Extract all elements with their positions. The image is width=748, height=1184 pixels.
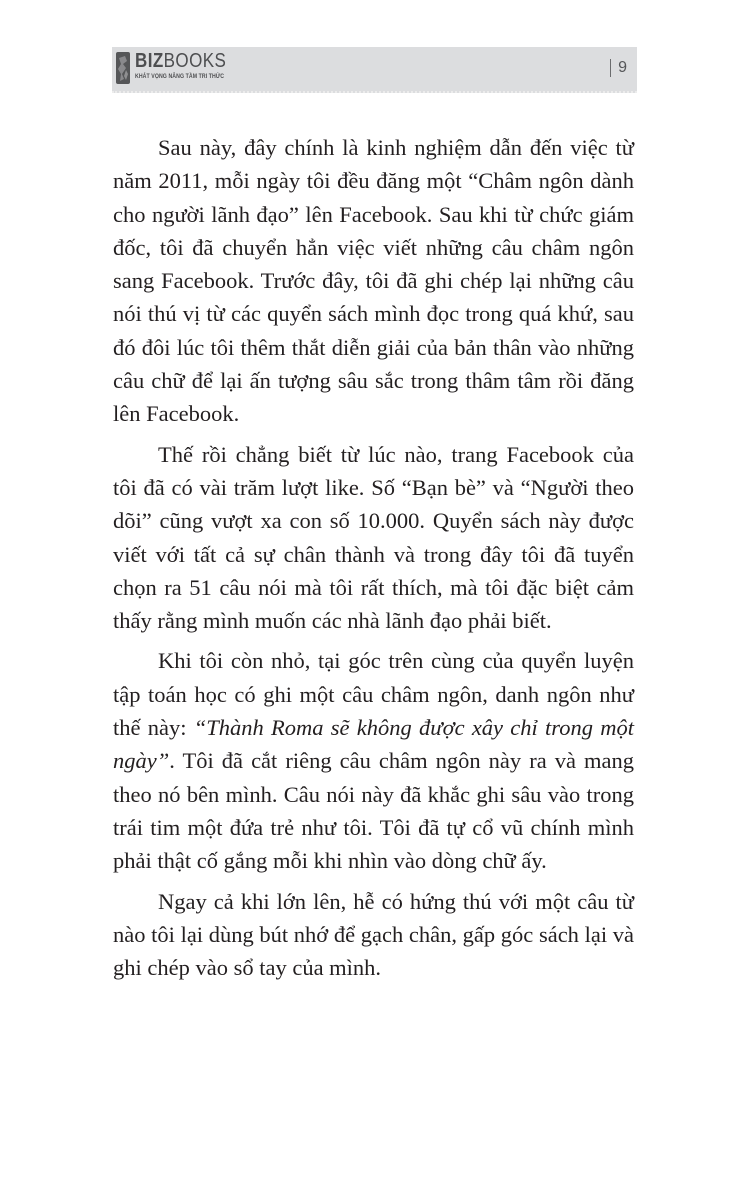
brand-name-light: BOOKS xyxy=(163,50,227,72)
publisher-logo xyxy=(116,51,246,87)
paragraph-3 xyxy=(113,644,634,877)
paragraph-3-text-before: Khi tôi còn nhỏ, tại góc trên cùng của quyển luyện tập toán học có ghi một câu châm ngôn, danh ngôn như thế này: xyxy=(113,648,634,741)
brand-name xyxy=(135,51,230,72)
brand-name-bold: BIZ xyxy=(135,50,164,72)
page-separator xyxy=(610,59,611,77)
paragraph-3-text-after: . Tôi đã cắt riêng câu châm ngôn này ra và mang theo nó bên mình. Câu nói này đã khắc ghi sâu vào trong trái tim một đứa trẻ như tôi. Tôi đã tự cổ vũ chính mình phải thật cố gắng mỗi khi nhìn vào dòng chữ ấy. xyxy=(113,748,634,874)
paragraph-4: Ngay cả khi lớn lên, hễ có hứng thú với một câu từ nào tôi lại dùng bút nhớ để gạch chân, gấp góc sách lại và ghi chép vào sổ tay của mình. xyxy=(113,888,634,981)
brand-tagline: KHÁT VỌNG NÂNG TẦM TRI THỨC xyxy=(135,73,225,80)
bizbooks-logo-icon xyxy=(116,52,130,84)
running-header xyxy=(112,47,637,93)
page-number-block xyxy=(610,59,627,77)
page-number: 9 xyxy=(618,59,627,76)
paragraph-1: Sau này, đây chính là kinh nghiệm dẫn đến việc từ năm 2011, mỗi ngày tôi đều đăng một “Châm ngôn dành cho người lãnh đạo” lên Facebook. Sau khi từ chức giám đốc, tôi đã chuyển hẳn việc viết những câu châm ngôn sang Facebook. Trước đây, tôi đã ghi chép lại những câu nói thú vị từ các quyển sách mình đọc trong quá khứ, sau đó đôi lúc tôi thêm thắt diễn giải của bản thân vào những câu chữ để lại ấn tượng sâu sắc trong thâm tâm rồi đăng lên Facebook. xyxy=(113,135,634,427)
body-text xyxy=(113,131,634,991)
paragraph-2: Thế rồi chẳng biết từ lúc nào, trang Facebook của tôi đã có vài trăm lượt like. Số “Bạn bè” và “Người theo dõi” cũng vượt xa con số 10.000. Quyển sách này được viết với tất cả sự chân thành và trong đây tôi đã tuyển chọn ra 51 câu nói mà tôi rất thích, mà tôi đặc biệt cảm thấy rằng mình muốn các nhà lãnh đạo phải biết. xyxy=(113,441,634,634)
logo-text xyxy=(135,51,246,80)
rome-quote: “Thành Roma sẽ không được xây chỉ trong một ngày” xyxy=(113,715,634,774)
